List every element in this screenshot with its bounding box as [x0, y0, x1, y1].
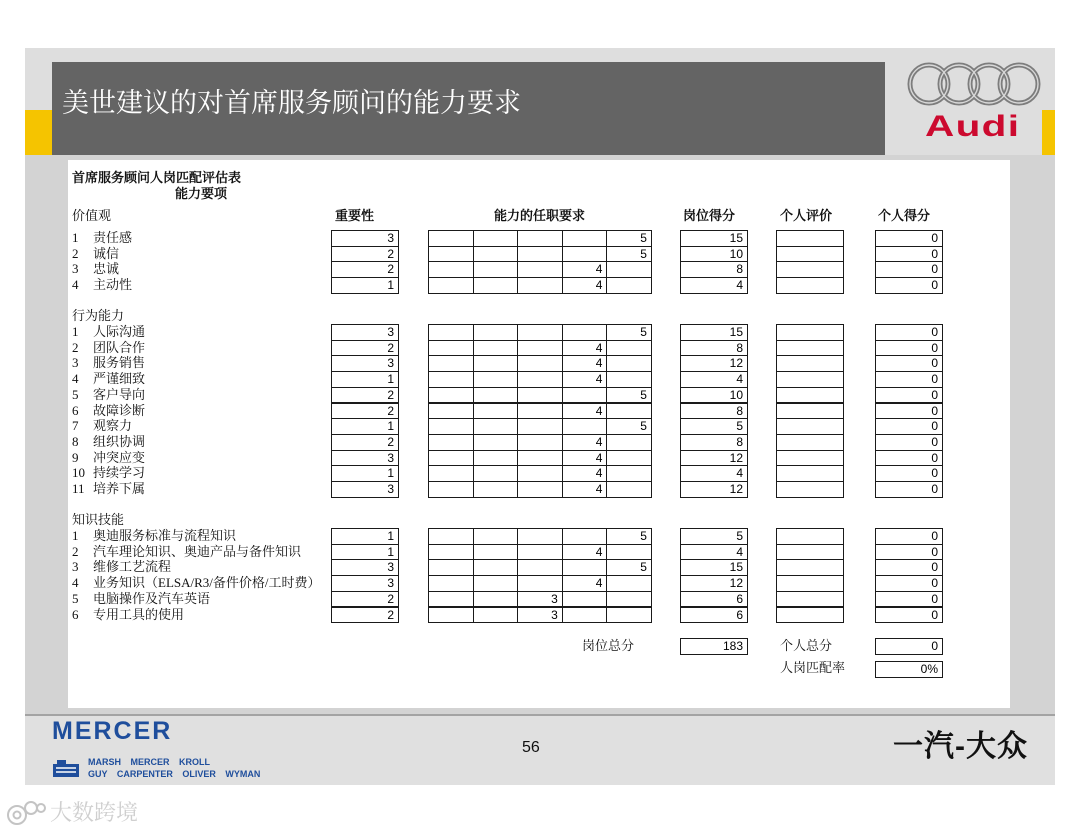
requirement-level-4-cell: 4 [562, 450, 608, 467]
requirement-level-2-cell [473, 418, 519, 435]
row-number: 5 [72, 590, 79, 606]
row-number: 10 [72, 465, 85, 481]
importance-cell: 3 [331, 230, 399, 247]
requirement-level-5-cell [606, 544, 652, 561]
requirement-level-3-cell [517, 450, 563, 467]
job-score-cell: 15 [680, 559, 748, 576]
requirement-level-3-cell [517, 575, 563, 592]
personal-score-cell: 0 [875, 450, 943, 467]
competency-row [68, 528, 1010, 544]
requirement-level-4-cell [562, 607, 608, 624]
requirement-level-3-cell [517, 371, 563, 388]
requirement-level-4-cell: 4 [562, 371, 608, 388]
column-header-importance: 重要性 [335, 208, 375, 223]
requirement-level-5-cell [606, 371, 652, 388]
page-number: 56 [522, 739, 540, 756]
competency-label: 客户导向 [93, 386, 146, 402]
sheet-title: 首席服务顾问人岗匹配评估表 [72, 170, 242, 185]
personal-eval-cell [776, 481, 844, 498]
competency-row [68, 559, 1010, 575]
row-number: 1 [72, 324, 79, 339]
requirement-level-1-cell [428, 371, 474, 388]
personal-eval-cell [776, 591, 844, 608]
competency-label: 电脑操作及汽车英语 [93, 590, 211, 606]
watermark-logo-icon [5, 798, 47, 828]
job-score-cell: 4 [680, 544, 748, 561]
row-number: 5 [72, 386, 79, 402]
requirement-level-1-cell [428, 387, 474, 404]
row-number: 2 [72, 543, 79, 559]
watermark-text: 大数跨境 [50, 800, 139, 825]
requirement-level-4-cell: 4 [562, 355, 608, 372]
requirement-level-1-cell [428, 261, 474, 278]
requirement-level-1-cell [428, 575, 474, 592]
column-header-personal-eval: 个人评价 [780, 208, 833, 223]
section-title-behavioral-competencies: 行为能力 [72, 308, 125, 323]
competency-row [68, 261, 1010, 277]
job-total-value: 183 [680, 638, 748, 655]
requirement-level-2-cell [473, 403, 519, 420]
requirement-level-4-cell: 4 [562, 403, 608, 420]
requirement-level-4-cell: 4 [562, 544, 608, 561]
requirement-level-1-cell [428, 230, 474, 247]
requirement-level-5-cell [606, 465, 652, 482]
requirement-level-4-cell [562, 591, 608, 608]
competency-label: 冲突应变 [93, 449, 146, 465]
competency-label: 主动性 [93, 277, 133, 293]
job-score-cell: 5 [680, 418, 748, 435]
requirement-level-2-cell [473, 434, 519, 451]
requirement-level-2-cell [473, 607, 519, 624]
importance-cell: 3 [331, 481, 399, 498]
personal-score-cell: 0 [875, 559, 943, 576]
requirement-level-5-cell [606, 481, 652, 498]
requirement-level-5-cell: 5 [606, 324, 652, 341]
competency-row [68, 465, 1010, 481]
importance-cell: 2 [331, 246, 399, 263]
competency-row [68, 575, 1010, 591]
requirement-level-4-cell: 4 [562, 434, 608, 451]
accent-bar-right [1042, 110, 1055, 155]
personal-eval-cell [776, 544, 844, 561]
job-score-cell: 6 [680, 591, 748, 608]
row-number: 11 [72, 481, 85, 496]
importance-cell: 3 [331, 355, 399, 372]
competency-row [68, 230, 1010, 246]
personal-score-cell: 0 [875, 340, 943, 357]
requirement-level-2-cell [473, 559, 519, 576]
requirement-level-5-cell: 5 [606, 387, 652, 404]
personal-score-cell: 0 [875, 481, 943, 498]
competency-label: 服务销售 [93, 355, 146, 371]
row-number: 3 [72, 559, 79, 575]
requirement-level-1-cell [428, 465, 474, 482]
personal-score-cell: 0 [875, 434, 943, 451]
requirement-level-2-cell [473, 246, 519, 263]
requirement-level-4-cell [562, 559, 608, 576]
row-number: 9 [72, 449, 79, 465]
requirement-level-5-cell: 5 [606, 418, 652, 435]
importance-cell: 1 [331, 371, 399, 388]
competency-row [68, 387, 1010, 403]
competency-label: 团队合作 [93, 339, 146, 355]
requirement-level-4-cell [562, 324, 608, 341]
row-number: 3 [72, 355, 79, 371]
requirement-level-4-cell: 4 [562, 277, 608, 294]
column-header-job-score: 岗位得分 [683, 208, 736, 223]
importance-cell: 2 [331, 607, 399, 624]
row-number: 8 [72, 433, 79, 449]
requirement-level-3-cell [517, 387, 563, 404]
requirement-level-1-cell [428, 528, 474, 545]
match-rate-value: 0% [875, 661, 943, 678]
job-score-cell: 8 [680, 261, 748, 278]
personal-score-cell: 0 [875, 230, 943, 247]
requirement-level-5-cell [606, 434, 652, 451]
job-score-cell: 4 [680, 465, 748, 482]
requirement-level-1-cell [428, 403, 474, 420]
competency-label: 持续学习 [93, 465, 146, 481]
requirement-level-2-cell [473, 387, 519, 404]
importance-cell: 3 [331, 450, 399, 467]
row-number: 4 [72, 277, 79, 293]
job-score-cell: 5 [680, 528, 748, 545]
mercer-group-icon [52, 759, 80, 779]
importance-cell: 2 [331, 403, 399, 420]
requirement-level-2-cell [473, 544, 519, 561]
competency-row [68, 591, 1010, 607]
requirement-level-5-cell [606, 591, 652, 608]
importance-cell: 3 [331, 324, 399, 341]
row-number: 6 [72, 402, 79, 418]
requirement-level-5-cell [606, 355, 652, 372]
importance-cell: 1 [331, 544, 399, 561]
requirement-level-5-cell [606, 575, 652, 592]
job-score-cell: 8 [680, 403, 748, 420]
requirement-level-1-cell [428, 324, 474, 341]
personal-eval-cell [776, 246, 844, 263]
job-score-cell: 12 [680, 355, 748, 372]
audi-wordmark: Audi [925, 110, 1021, 143]
personal-score-cell: 0 [875, 261, 943, 278]
requirement-level-4-cell [562, 246, 608, 263]
requirement-level-1-cell [428, 434, 474, 451]
personal-score-cell: 0 [875, 418, 943, 435]
requirement-level-1-cell [428, 355, 474, 372]
mercer-group-line-2: GUY CARPENTER OLIVER WYMAN [88, 769, 261, 779]
requirement-level-2-cell [473, 481, 519, 498]
requirement-level-5-cell [606, 340, 652, 357]
requirement-level-1-cell [428, 544, 474, 561]
requirement-level-4-cell: 4 [562, 261, 608, 278]
personal-total-label: 个人总分 [780, 638, 833, 653]
competency-label: 业务知识（ELSA/R3/备件价格/工时费） [93, 575, 321, 591]
requirement-level-1-cell [428, 450, 474, 467]
personal-eval-cell [776, 450, 844, 467]
requirement-level-2-cell [473, 575, 519, 592]
personal-score-cell: 0 [875, 371, 943, 388]
competency-row [68, 544, 1010, 560]
personal-score-cell: 0 [875, 575, 943, 592]
requirement-level-2-cell [473, 450, 519, 467]
personal-eval-cell [776, 528, 844, 545]
job-score-cell: 12 [680, 575, 748, 592]
accent-bar-left [25, 110, 52, 155]
requirement-level-3-cell [517, 559, 563, 576]
mercer-logo: MERCER [52, 717, 173, 745]
requirement-level-2-cell [473, 355, 519, 372]
row-number: 2 [72, 339, 79, 355]
personal-eval-cell [776, 403, 844, 420]
requirement-level-3-cell [517, 481, 563, 498]
personal-eval-cell [776, 371, 844, 388]
audi-rings-icon [906, 61, 1042, 107]
requirement-level-3-cell [517, 434, 563, 451]
requirement-level-3-cell: 3 [517, 591, 563, 608]
personal-score-cell: 0 [875, 324, 943, 341]
requirement-level-5-cell: 5 [606, 230, 652, 247]
row-number: 6 [72, 606, 79, 622]
personal-score-cell: 0 [875, 277, 943, 294]
requirement-level-5-cell [606, 403, 652, 420]
personal-eval-cell [776, 434, 844, 451]
personal-eval-cell [776, 387, 844, 404]
personal-score-cell: 0 [875, 387, 943, 404]
requirement-level-2-cell [473, 230, 519, 247]
assessment-sheet [68, 160, 1010, 708]
job-score-cell: 10 [680, 246, 748, 263]
requirement-level-3-cell [517, 544, 563, 561]
requirement-level-5-cell [606, 450, 652, 467]
job-score-cell: 8 [680, 434, 748, 451]
competency-label: 忠诚 [93, 261, 120, 277]
personal-score-cell: 0 [875, 528, 943, 545]
row-number: 3 [72, 261, 79, 277]
job-score-cell: 6 [680, 607, 748, 624]
personal-score-cell: 0 [875, 607, 943, 624]
importance-cell: 3 [331, 559, 399, 576]
competency-row [68, 371, 1010, 387]
competency-row [68, 355, 1010, 371]
competency-row [68, 246, 1010, 262]
requirement-level-1-cell [428, 607, 474, 624]
competency-row [68, 481, 1010, 497]
requirement-level-5-cell: 5 [606, 528, 652, 545]
requirement-level-1-cell [428, 277, 474, 294]
importance-cell: 2 [331, 591, 399, 608]
slide-title: 美世建议的对首席服务顾问的能力要求 [62, 88, 521, 118]
requirement-level-3-cell [517, 355, 563, 372]
requirement-level-1-cell [428, 481, 474, 498]
importance-cell: 1 [331, 277, 399, 294]
job-score-cell: 4 [680, 371, 748, 388]
requirement-level-4-cell [562, 418, 608, 435]
importance-cell: 3 [331, 575, 399, 592]
competency-label: 故障诊断 [93, 402, 146, 418]
requirement-level-1-cell [428, 340, 474, 357]
personal-eval-cell [776, 355, 844, 372]
job-score-cell: 12 [680, 450, 748, 467]
competency-label: 维修工艺流程 [93, 559, 172, 575]
personal-score-cell: 0 [875, 246, 943, 263]
importance-cell: 1 [331, 465, 399, 482]
job-score-cell: 15 [680, 230, 748, 247]
job-score-cell: 4 [680, 277, 748, 294]
personal-score-cell: 0 [875, 403, 943, 420]
requirement-level-3-cell [517, 246, 563, 263]
importance-cell: 2 [331, 261, 399, 278]
personal-eval-cell [776, 559, 844, 576]
personal-score-cell: 0 [875, 544, 943, 561]
job-score-cell: 8 [680, 340, 748, 357]
requirement-level-3-cell: 3 [517, 607, 563, 624]
requirement-level-4-cell: 4 [562, 481, 608, 498]
competency-label: 培养下属 [93, 481, 146, 496]
importance-cell: 1 [331, 418, 399, 435]
competency-row [68, 418, 1010, 434]
personal-eval-cell [776, 575, 844, 592]
competency-label: 严谨细致 [93, 371, 146, 387]
requirement-level-3-cell [517, 340, 563, 357]
competency-label: 汽车理论知识、奥迪产品与备件知识 [93, 543, 302, 559]
competency-row [68, 607, 1010, 623]
importance-cell: 2 [331, 387, 399, 404]
requirement-level-3-cell [517, 261, 563, 278]
requirement-level-2-cell [473, 591, 519, 608]
column-header-personal-score: 个人得分 [878, 208, 931, 223]
job-score-cell: 12 [680, 481, 748, 498]
importance-cell: 1 [331, 528, 399, 545]
competency-row [68, 450, 1010, 466]
requirement-level-4-cell [562, 230, 608, 247]
competency-row [68, 324, 1010, 340]
requirement-level-4-cell [562, 387, 608, 404]
row-number: 7 [72, 418, 79, 434]
match-rate-label: 人岗匹配率 [780, 660, 846, 675]
column-header-requirement: 能力的任职要求 [493, 208, 585, 223]
requirement-level-5-cell: 5 [606, 559, 652, 576]
personal-eval-cell [776, 230, 844, 247]
personal-eval-cell [776, 277, 844, 294]
job-total-label: 岗位总分 [582, 638, 635, 653]
mercer-group-line-1: MARSH MERCER KROLL [88, 757, 210, 767]
personal-score-cell: 0 [875, 465, 943, 482]
personal-score-cell: 0 [875, 591, 943, 608]
requirement-level-4-cell: 4 [562, 465, 608, 482]
requirement-level-3-cell [517, 418, 563, 435]
competency-label: 人际沟通 [93, 324, 146, 339]
requirement-level-4-cell: 4 [562, 340, 608, 357]
row-number: 2 [72, 245, 79, 261]
personal-total-value: 0 [875, 638, 943, 655]
requirement-level-2-cell [473, 528, 519, 545]
requirement-level-3-cell [517, 528, 563, 545]
competency-row [68, 277, 1010, 293]
requirement-level-3-cell [517, 277, 563, 294]
section-knowledge-skills [68, 528, 1010, 728]
competency-label: 观察力 [93, 418, 133, 434]
requirement-level-2-cell [473, 371, 519, 388]
sheet-subtitle: 能力要项 [175, 186, 228, 201]
requirement-level-5-cell: 5 [606, 246, 652, 263]
competency-row [68, 340, 1010, 356]
competency-label: 奥迪服务标准与流程知识 [93, 528, 237, 543]
requirement-level-3-cell [517, 403, 563, 420]
requirement-level-3-cell [517, 324, 563, 341]
personal-eval-cell [776, 418, 844, 435]
requirement-level-5-cell [606, 277, 652, 294]
personal-eval-cell [776, 324, 844, 341]
requirement-level-5-cell [606, 607, 652, 624]
requirement-level-1-cell [428, 418, 474, 435]
requirement-level-2-cell [473, 340, 519, 357]
requirement-level-2-cell [473, 324, 519, 341]
section-title-values: 价值观 [72, 208, 112, 223]
job-score-cell: 10 [680, 387, 748, 404]
row-number: 4 [72, 575, 79, 591]
job-score-cell: 15 [680, 324, 748, 341]
importance-cell: 2 [331, 434, 399, 451]
requirement-level-5-cell [606, 261, 652, 278]
competency-label: 组织协调 [93, 433, 146, 449]
row-number: 1 [72, 528, 79, 543]
competency-label: 责任感 [93, 230, 133, 245]
requirement-level-1-cell [428, 591, 474, 608]
section-behavioral-competencies [68, 324, 1010, 524]
faw-vw-logo: 一汽-大众 [893, 730, 1028, 763]
row-number: 4 [72, 371, 79, 387]
competency-row [68, 434, 1010, 450]
requirement-level-1-cell [428, 246, 474, 263]
requirement-level-2-cell [473, 261, 519, 278]
row-number: 1 [72, 230, 79, 245]
personal-eval-cell [776, 261, 844, 278]
competency-label: 诚信 [93, 245, 120, 261]
personal-eval-cell [776, 340, 844, 357]
section-title-knowledge-skills: 知识技能 [72, 512, 125, 527]
requirement-level-3-cell [517, 465, 563, 482]
competency-label: 专用工具的使用 [93, 606, 185, 622]
personal-score-cell: 0 [875, 355, 943, 372]
requirement-level-2-cell [473, 277, 519, 294]
audi-logo [906, 61, 1042, 145]
requirement-level-1-cell [428, 559, 474, 576]
requirement-level-3-cell [517, 230, 563, 247]
competency-row [68, 403, 1010, 419]
requirement-level-4-cell: 4 [562, 575, 608, 592]
personal-eval-cell [776, 465, 844, 482]
requirement-level-4-cell [562, 528, 608, 545]
requirement-level-2-cell [473, 465, 519, 482]
personal-eval-cell [776, 607, 844, 624]
importance-cell: 2 [331, 340, 399, 357]
